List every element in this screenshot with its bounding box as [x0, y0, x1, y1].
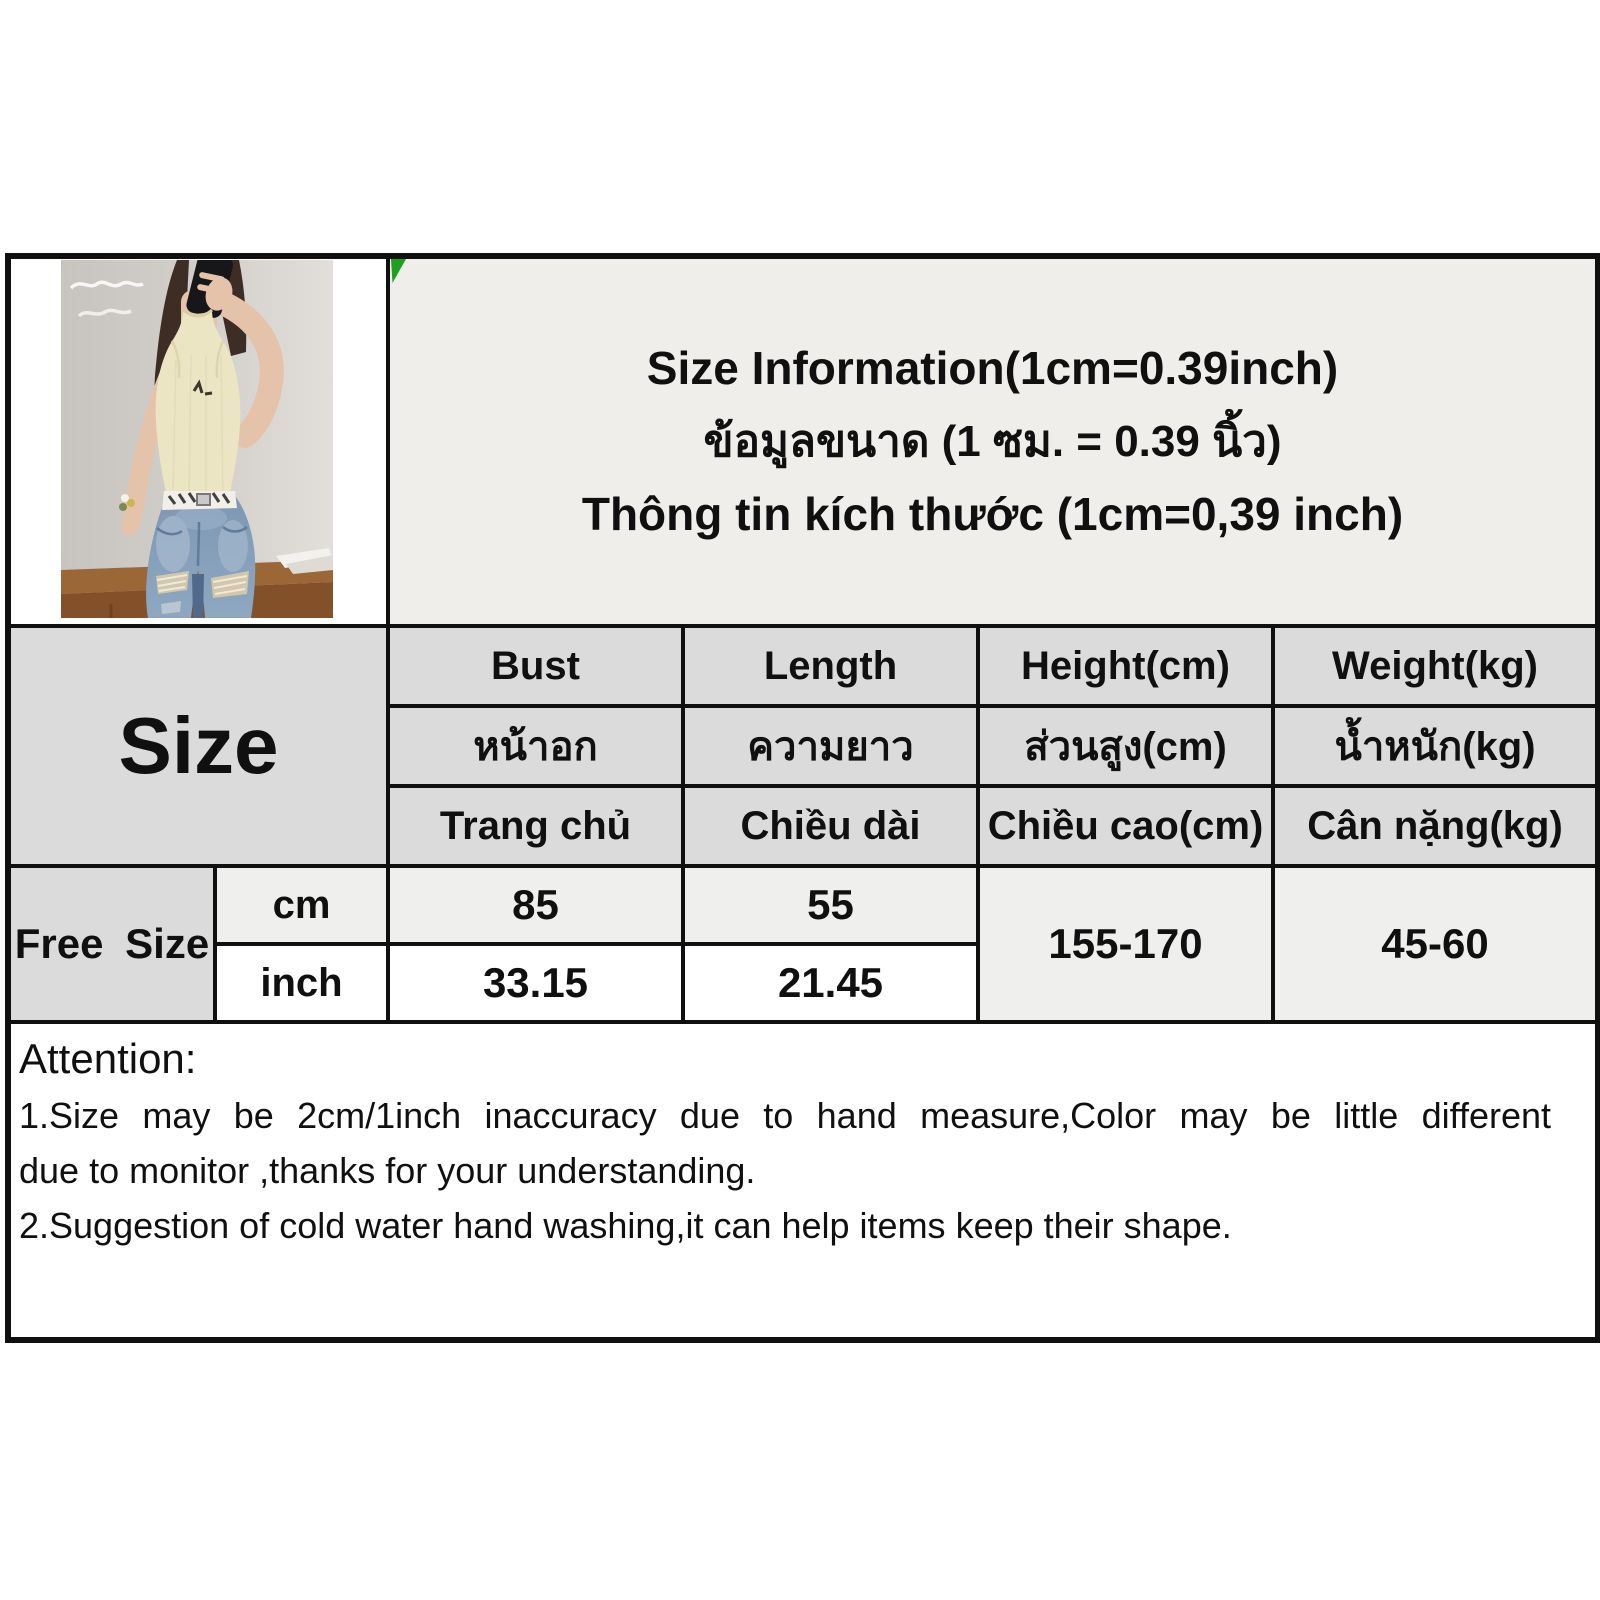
col-header-length-vi: Chiều dài — [683, 786, 978, 866]
title-english: Size Information(1cm=0.39inch) — [646, 342, 1339, 394]
col-header-height-vi: Chiều cao(cm) — [978, 786, 1273, 866]
length-inch-value: 21.45 — [683, 944, 978, 1022]
row-label-free-size: Free Size — [8, 866, 215, 1022]
col-header-weight-vi: Cân nặng(kg) — [1273, 786, 1598, 866]
col-header-weight-th: น้ำหนัก(kg) — [1273, 706, 1598, 786]
unit-inch: inch — [215, 944, 388, 1022]
belt-buckle — [197, 494, 210, 505]
weight-range-value: 45-60 — [1273, 866, 1598, 1022]
unit-cm: cm — [215, 866, 388, 944]
data-row-cm — [8, 866, 1598, 944]
height-range-value: 155-170 — [978, 866, 1273, 1022]
size-corner-label: Size — [8, 626, 388, 866]
size-table — [5, 253, 1600, 1343]
col-header-bust-vi: Trang chủ — [388, 786, 683, 866]
attention-line-2: due to monitor ,thanks for your understanding. — [19, 1150, 756, 1191]
size-chart-sheet — [5, 253, 1600, 1343]
title-cell — [388, 256, 1598, 626]
bust-cm-value: 85 — [388, 866, 683, 944]
photo-title-row — [8, 256, 1598, 626]
length-cm-value: 55 — [683, 866, 978, 944]
col-header-weight-en: Weight(kg) — [1273, 626, 1598, 706]
photo-cell — [8, 256, 388, 626]
title-thai: ข้อมูลขนาด (1 ซม. = 0.39 นิ้ว) — [703, 417, 1282, 466]
col-header-height-en: Height(cm) — [978, 626, 1273, 706]
col-header-bust-th: หน้าอก — [388, 706, 683, 786]
col-header-height-th: ส่วนสูง(cm) — [978, 706, 1273, 786]
col-header-length-th: ความยาว — [683, 706, 978, 786]
attention-line-3: 2.Suggestion of cold water hand washing,it can help items keep their shape. — [19, 1205, 1232, 1246]
attention-line-1: 1.Size may be 2cm/1inch inaccuracy due to hand measure,Color may be little different — [19, 1095, 1551, 1136]
header-row-en — [8, 626, 1598, 706]
attention-heading: Attention: — [19, 1035, 197, 1082]
product-photo — [61, 260, 333, 618]
attention-section — [8, 1022, 1598, 1340]
bust-inch-value: 33.15 — [388, 944, 683, 1022]
attention-row — [8, 1022, 1598, 1340]
green-corner-marker — [391, 259, 406, 283]
col-header-bust-en: Bust — [388, 626, 683, 706]
product-photo-illustration — [61, 260, 333, 618]
title-vietnamese: Thông tin kích thước (1cm=0,39 inch) — [581, 488, 1404, 540]
col-header-length-en: Length — [683, 626, 978, 706]
